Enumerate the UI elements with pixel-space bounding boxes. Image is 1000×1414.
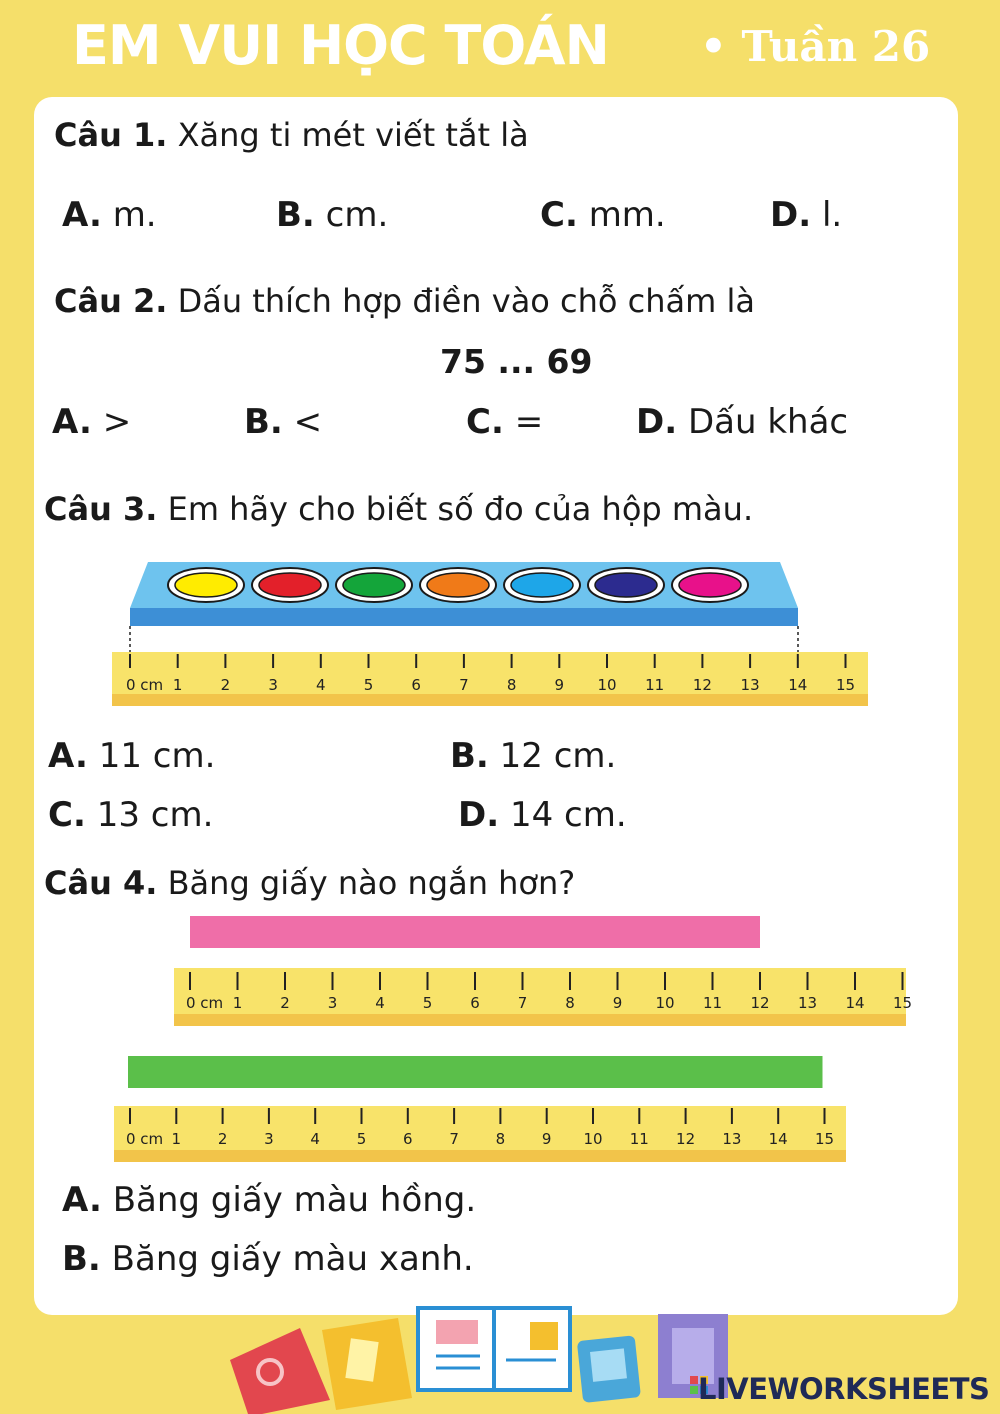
ruler-tick-label: 2 xyxy=(280,994,290,1012)
option-key: D. xyxy=(770,195,812,235)
option-key: D. xyxy=(636,402,678,442)
option-text: m. xyxy=(112,195,157,235)
option-text: Băng giấy màu hồng. xyxy=(112,1180,477,1220)
ruler-tick-label: 10 xyxy=(655,994,675,1012)
option-key: C. xyxy=(48,795,86,835)
week-label: • Tuần 26 xyxy=(700,22,931,71)
ruler-tick-label: 2 xyxy=(220,676,231,694)
question-4-label: Câu 4. xyxy=(44,864,158,902)
ruler-tick-label: 5 xyxy=(363,676,374,694)
ruler-tick-label: 5 xyxy=(356,1130,367,1148)
ruler-tick-label: 15 xyxy=(835,676,856,694)
option-key: D. xyxy=(458,795,500,835)
question-1-label: Câu 1. xyxy=(54,116,168,154)
ruler-tick-label: 14 xyxy=(768,1130,788,1148)
worksheet-title: EM VUI HỌC TOÁN xyxy=(72,14,609,77)
option-text: mm. xyxy=(588,195,666,235)
option-text: Băng giấy màu xanh. xyxy=(111,1239,474,1279)
ruler-tick-label: 1 xyxy=(171,1130,182,1148)
ruler-tick-label: 3 xyxy=(264,1130,274,1148)
ruler-tick-label: 6 xyxy=(411,676,421,694)
ruler-tick-label: 11 xyxy=(645,676,665,694)
option-key: B. xyxy=(450,736,489,776)
ruler-tick-label: 0 cm xyxy=(126,1130,164,1148)
question-2-text: Dấu thích hợp điền vào chỗ chấm là xyxy=(177,282,755,320)
ruler-tick-label: 4 xyxy=(310,1130,320,1148)
ruler-tick-label: 8 xyxy=(495,1130,506,1148)
ruler-tick-label: 14 xyxy=(788,676,808,694)
option-text: 11 cm. xyxy=(98,736,216,776)
option-text: 12 cm. xyxy=(499,736,617,776)
ruler-tick-label: 13 xyxy=(722,1130,742,1148)
ruler-tick-label: 3 xyxy=(327,994,338,1012)
ruler-tick-label: 6 xyxy=(403,1130,413,1148)
ruler-tick-label: 15 xyxy=(814,1130,835,1148)
option-key: B. xyxy=(276,195,315,235)
option-key: C. xyxy=(540,195,578,235)
option-key: A. xyxy=(62,1180,102,1220)
ruler-tick-label: 9 xyxy=(541,1130,552,1148)
yellow-book-icon xyxy=(322,1318,412,1410)
ruler-tick-label: 2 xyxy=(217,1130,228,1148)
option-key: C. xyxy=(466,402,504,442)
question-2-label: Câu 2. xyxy=(54,282,168,320)
ruler-tick-label: 9 xyxy=(612,994,623,1012)
ruler-tick-label: 0 cm xyxy=(186,994,224,1012)
option-text: cm. xyxy=(325,195,389,235)
option-key: A. xyxy=(62,195,102,235)
blue-book-icon xyxy=(577,1335,641,1403)
ruler-tick-label: 10 xyxy=(597,676,617,694)
ruler-tick-label: 12 xyxy=(676,1130,696,1148)
ruler-tick-label: 5 xyxy=(422,994,433,1012)
ruler-tick-label: 0 cm xyxy=(126,676,164,694)
ruler-tick-label: 14 xyxy=(845,994,865,1012)
liveworksheets-logo: LIVEWORKSHEETS xyxy=(698,1372,990,1406)
red-book-icon xyxy=(230,1328,330,1414)
option-text: 13 cm. xyxy=(96,795,214,835)
ruler-tick-label: 1 xyxy=(232,994,243,1012)
ruler-tick-label: 11 xyxy=(702,994,723,1012)
question-3-text: Em hãy cho biết số đo của hộp màu. xyxy=(167,490,754,528)
ruler-tick-label: 6 xyxy=(470,994,480,1012)
ruler-tick-label: 3 xyxy=(268,676,278,694)
ruler-tick-label: 13 xyxy=(797,994,818,1012)
option-text: > xyxy=(102,402,132,442)
ruler-tick-label: 11 xyxy=(629,1130,649,1148)
option-key: B. xyxy=(244,402,283,442)
option-key: B. xyxy=(62,1239,101,1279)
ruler-tick-label: 12 xyxy=(750,994,770,1012)
option-key: A. xyxy=(52,402,92,442)
option-text: = xyxy=(514,402,544,442)
ruler-tick-label: 10 xyxy=(583,1130,603,1148)
ruler-tick-label: 15 xyxy=(892,994,913,1012)
option-text: 14 cm. xyxy=(509,795,627,835)
ruler-tick-label: 7 xyxy=(459,676,469,694)
ruler-tick-label: 7 xyxy=(449,1130,459,1148)
ruler-tick-label: 8 xyxy=(506,676,517,694)
ruler-tick-label: 7 xyxy=(517,994,528,1012)
question-4-text: Băng giấy nào ngắn hơn? xyxy=(167,864,576,902)
option-text: < xyxy=(293,402,323,442)
ruler-tick-label: 4 xyxy=(316,676,326,694)
comparison-expression: 75 ... 69 xyxy=(440,342,593,381)
question-3-label: Câu 3. xyxy=(44,490,158,528)
ruler-tick-label: 8 xyxy=(565,994,575,1012)
ruler-tick-label: 4 xyxy=(375,994,385,1012)
option-text: l. xyxy=(821,195,843,235)
ruler-tick-label: 1 xyxy=(172,676,183,694)
ruler-tick-label: 12 xyxy=(692,676,712,694)
option-key: A. xyxy=(48,736,88,776)
open-book-icon xyxy=(418,1308,570,1390)
option-text: Dấu khác xyxy=(687,402,849,442)
ruler-tick-label: 9 xyxy=(554,676,565,694)
question-1-text: Xăng ti mét viết tắt là xyxy=(177,116,529,154)
ruler-tick-label: 13 xyxy=(740,676,760,694)
